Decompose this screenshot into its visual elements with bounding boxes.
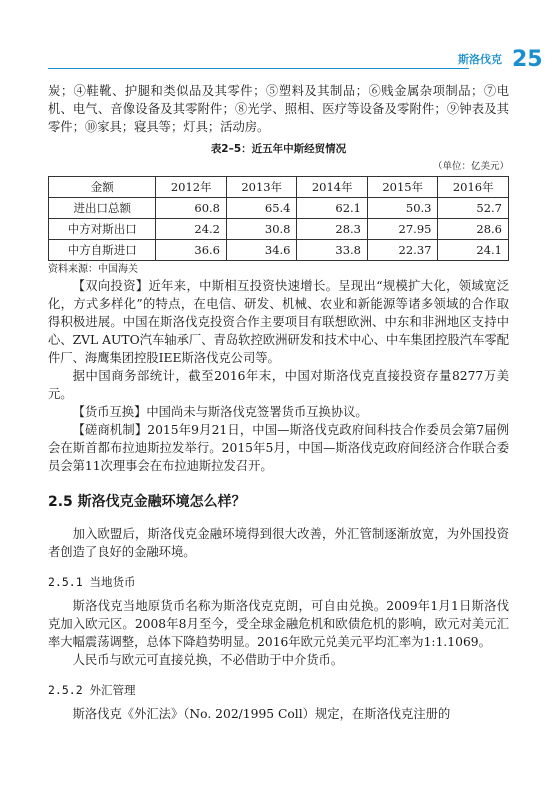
table-cell: 50.3 — [367, 198, 438, 219]
table-cell: 24.1 — [438, 240, 509, 261]
subsection-heading-currency: 2.5.1 当地货币 — [48, 575, 136, 589]
header-rule — [48, 68, 469, 69]
section-heading: 2.5 斯洛伐克金融环境怎么样？ — [48, 494, 246, 510]
row-label: 中方自斯进口 — [49, 240, 156, 261]
paragraph-investment: 【双向投资】近年来，中斯相互投资快速增长。呈现出“规模扩大化，领域宽泛化，方式多样化”的特点，在电信、研发、机械、农业和新能源等诸多领域的合作取得积极进展。中国在斯洛伐克投资合作主要项目有联想欧洲、中东和非洲地区支持中心、ZVL AUTO汽车轴承厂、青岛软控欧洲研发和技术中心、中车集团控股汽车零配件厂、海鹰集团控股IEE斯洛伐克公司等。 — [48, 279, 509, 365]
table-source: 资料来源：中国海关 — [48, 264, 138, 275]
paragraph-rmb-exchange: 人民币与欧元可直接兑换，不必借助于中介货币。 — [72, 653, 344, 667]
page-header — [0, 48, 559, 78]
paragraph-forex-law: 斯洛伐克《外汇法》（No. 202/1995 Coll）规定，在斯洛伐克注册的 — [72, 707, 451, 721]
page-number: 25 — [512, 47, 543, 72]
table-cell: 22.37 — [367, 240, 438, 261]
paragraph-statistics: 据中国商务部统计，截至2016年末，中国对斯洛伐克直接投资存量8277万美元。 — [48, 369, 509, 401]
page-content — [48, 82, 509, 723]
row-label: 中方对斯出口 — [49, 219, 156, 240]
paragraph-consultation: 【磋商机制】2015年9月21日，中国—斯洛伐克政府间科技合作委员会第7届例会在斯首都布拉迪斯拉发举行。2015年5月，中国—斯洛伐克政府间经济合作联合委员会第11次理事会在布拉迪斯拉发召开。 — [48, 423, 509, 473]
table-header-cell: 金额 — [49, 177, 156, 198]
table-header-cell: 2014年 — [297, 177, 368, 198]
table-cell: 30.8 — [226, 219, 297, 240]
table-header-cell: 2016年 — [438, 177, 509, 198]
table-cell: 33.8 — [297, 240, 368, 261]
subsection-heading-forex: 2.5.2 外汇管理 — [48, 683, 136, 697]
table-header-cell: 2013年 — [226, 177, 297, 198]
table-cell: 62.1 — [297, 198, 368, 219]
paragraph-currency: 斯洛伐克当地原货币名称为斯洛伐克克朗，可自由兑换。2009年1月1日斯洛伐克加入欧元区。2008年8月至今，受全球金融危机和欧债危机的影响，欧元对美元汇率大幅震荡调整，总体下降趋势明显。2016年欧元兑美元平均汇率为1:1.1069。 — [48, 599, 509, 649]
table-cell: 52.7 — [438, 198, 509, 219]
table-title: 表2–5：近五年中斯经贸情况 — [210, 143, 347, 155]
table-header-row — [49, 177, 509, 198]
table-cell: 27.95 — [367, 219, 438, 240]
table-unit: （单位：亿美元） — [432, 161, 509, 172]
table-row — [49, 219, 509, 240]
table-cell: 28.3 — [297, 219, 368, 240]
trade-table — [48, 176, 509, 261]
row-label: 进出口总额 — [49, 198, 156, 219]
table-cell: 28.6 — [438, 219, 509, 240]
table-cell: 60.8 — [156, 198, 227, 219]
paragraph-currency-swap: 【货币互换】中国尚未与斯洛伐克签署货币互换协议。 — [72, 405, 368, 419]
table-cell: 24.2 — [156, 219, 227, 240]
table-header-cell: 2012年 — [156, 177, 227, 198]
header-title: 斯洛伐克 — [458, 53, 502, 66]
table-cell: 34.6 — [226, 240, 297, 261]
paragraph-finance-overview: 加入欧盟后，斯洛伐克金融环境得到很大改善，外汇管制逐渐放宽，为外国投资者创造了良好的金融环境。 — [48, 527, 509, 559]
paragraph-intro: 炭；④鞋靴、护腿和类似品及其零件；⑤塑料及其制品；⑥贱金属杂项制品；⑦电机、电气、音像设备及其零附件；⑧光学、照相、医疗等设备及零附件；⑨钟表及其零件；⑩家具；寝具等；灯具；活动房。 — [48, 84, 509, 134]
table-row — [49, 198, 509, 219]
table-header-cell: 2015年 — [367, 177, 438, 198]
table-row — [49, 240, 509, 261]
table-cell: 36.6 — [156, 240, 227, 261]
table-cell: 65.4 — [226, 198, 297, 219]
